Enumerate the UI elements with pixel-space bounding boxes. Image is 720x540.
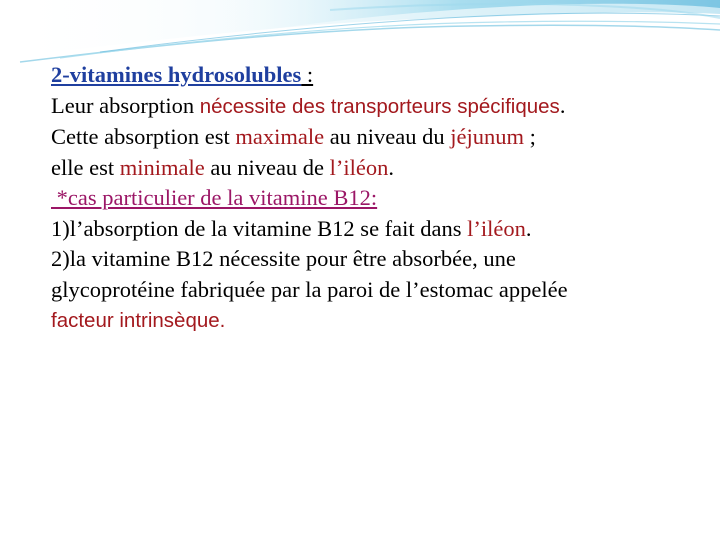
highlight-facteur-intrinseque: facteur intrinsèque. (51, 309, 226, 332)
b12-point-1-line (51, 214, 711, 245)
intrinsic-factor-line (51, 305, 711, 337)
highlight-jejunum: jéjunum (450, 124, 525, 149)
highlight-transporters: nécessite des transporteurs spécifiques (199, 94, 560, 118)
b12-point-2-line (51, 244, 711, 275)
section-heading: 2-vitamines hydrosolubles (51, 62, 302, 87)
text-segment: 1)l’absorption de la vitamine B12 se fait dans (51, 215, 468, 241)
text-segment: Leur absorption (51, 92, 200, 118)
text-segment: ; (524, 124, 536, 149)
text-segment: Cette absorption est (51, 124, 236, 149)
text-segment: au niveau de (204, 154, 330, 180)
heading-line (51, 60, 711, 91)
glycoprotein-line (51, 275, 711, 306)
highlight-maximale: maximale (235, 124, 325, 149)
heading-suffix: : (301, 62, 314, 87)
text-segment: . (525, 215, 532, 241)
absorption-transporters-line (51, 91, 711, 123)
text-segment: au niveau du (324, 124, 451, 149)
text-segment: . (388, 154, 395, 180)
highlight-ileon: l’iléon (329, 154, 389, 180)
slide-body (51, 60, 711, 337)
b12-subheading-line (51, 183, 711, 214)
text-segment: 2)la vitamine B12 nécessite pour être absorbée, une (51, 246, 516, 271)
b12-subheading: *cas particulier de la vitamine B12: (51, 185, 378, 210)
text-segment: . (559, 92, 566, 118)
highlight-ileon-b12: l’iléon (467, 215, 526, 241)
text-segment: elle est (51, 154, 120, 180)
text-segment: glycoprotéine fabriquée par la paroi de l’estomac appelée (51, 276, 568, 302)
minimal-absorption-line (51, 153, 711, 184)
maximal-absorption-line (51, 122, 711, 153)
highlight-minimale: minimale (119, 154, 205, 180)
